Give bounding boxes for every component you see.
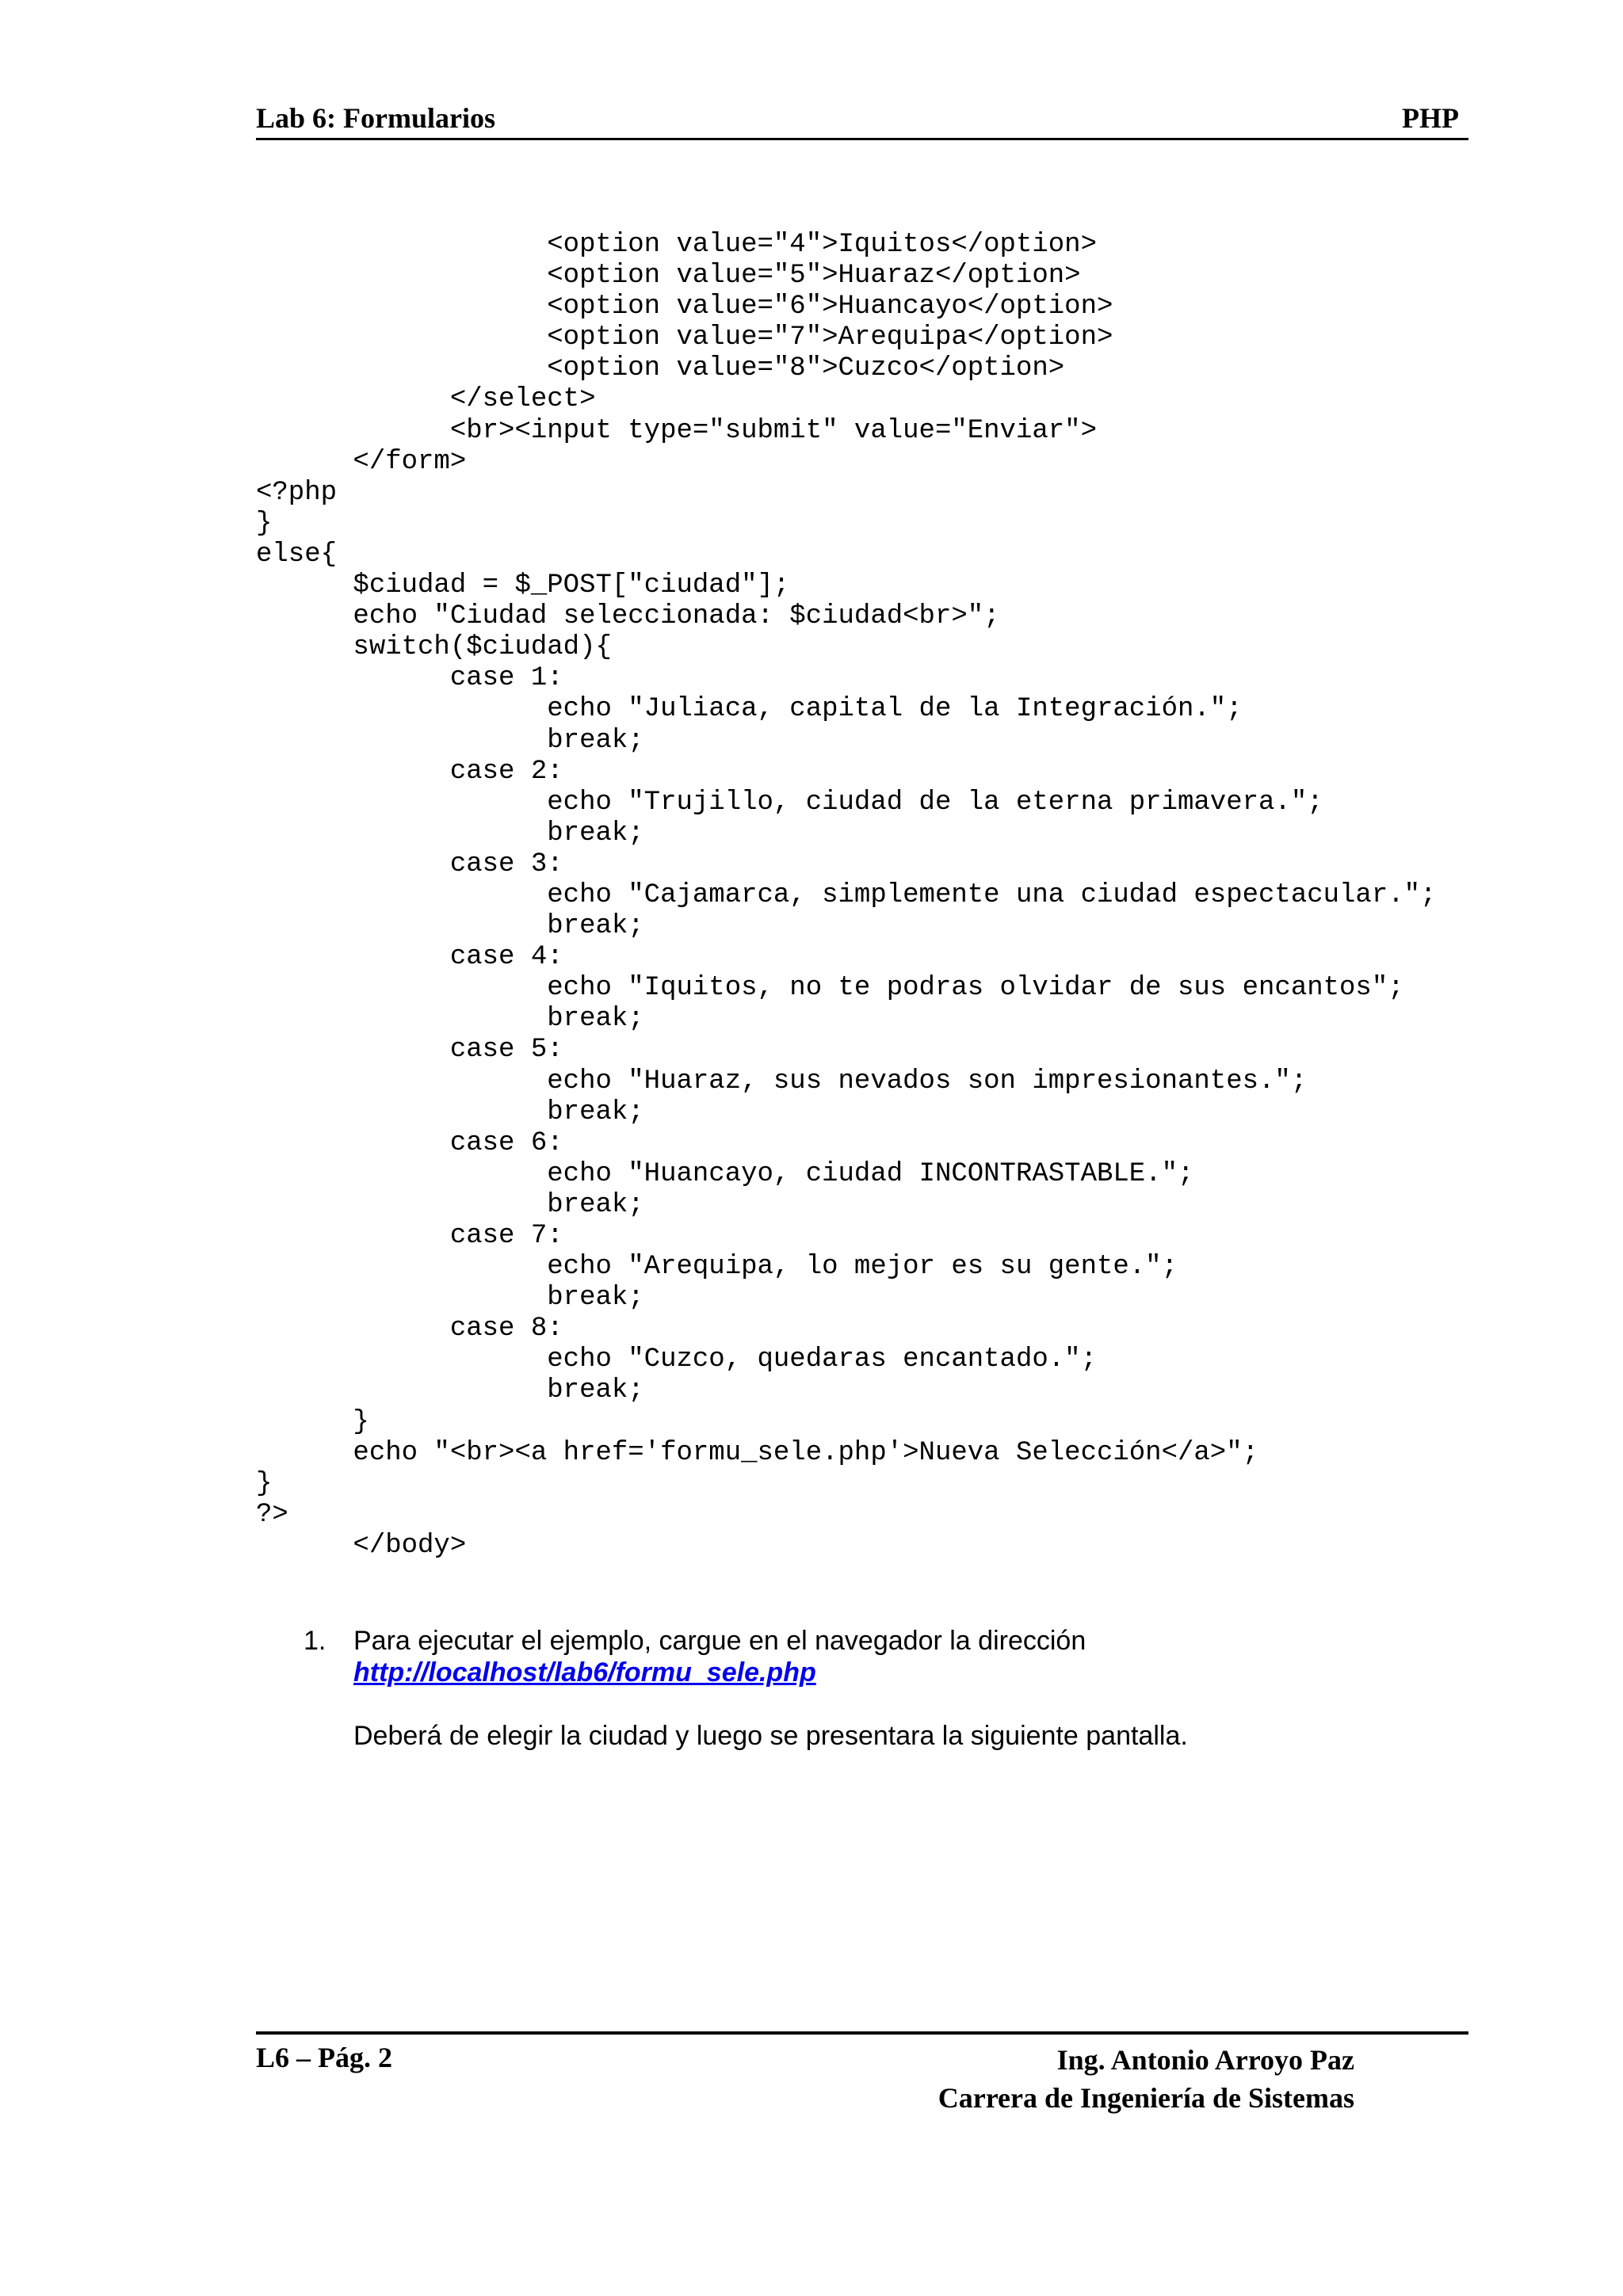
code-line: echo "Cuzco, quedaras encantado."; bbox=[256, 1344, 1097, 1375]
code-line: } bbox=[256, 508, 273, 539]
code-line: case 7: bbox=[256, 1221, 563, 1251]
code-line: echo "Arequipa, lo mejor es su gente."; bbox=[256, 1252, 1178, 1283]
instruction-text: Para ejecutar el ejemplo, cargue en el navegador la dirección bbox=[353, 1626, 1086, 1656]
code-line: break; bbox=[256, 1283, 644, 1314]
code-line: <br><input type="submit" value="Enviar"> bbox=[256, 415, 1097, 446]
code-line: break; bbox=[256, 818, 644, 849]
footer-career: Carrera de Ingeniería de Sistemas bbox=[938, 2082, 1354, 2114]
page-header bbox=[256, 97, 1468, 140]
code-line: case 4: bbox=[256, 942, 563, 973]
instruction-followup: Deberá de elegir la ciudad y luego se presentara la siguiente pantalla. bbox=[353, 1721, 1188, 1751]
code-line: break; bbox=[256, 1004, 644, 1035]
code-line: echo "<br><a href='formu_sele.php'>Nueva Selección</a>"; bbox=[256, 1437, 1259, 1468]
code-line: <option value="8">Cuzco</option> bbox=[256, 353, 1065, 384]
code-line: echo "Ciudad seleccionada: $ciudad<br>"; bbox=[256, 601, 1000, 632]
code-line: case 3: bbox=[256, 849, 563, 879]
code-line: echo "Huancayo, ciudad INCONTRASTABLE."; bbox=[256, 1158, 1194, 1189]
code-line: break; bbox=[256, 1375, 644, 1406]
code-line: case 5: bbox=[256, 1035, 563, 1066]
code-line: } bbox=[256, 1406, 369, 1437]
instruction-item bbox=[304, 1625, 1453, 1752]
code-line: </form> bbox=[256, 446, 467, 477]
footer-author: Ing. Antonio Arroyo Paz bbox=[1056, 2044, 1354, 2076]
code-line: ?> bbox=[256, 1499, 288, 1530]
code-line: echo "Cajamarca, simplemente una ciudad espectacular."; bbox=[256, 879, 1437, 910]
page-number: L6 – Pág. 2 bbox=[256, 2042, 393, 2073]
code-line: break; bbox=[256, 1189, 644, 1220]
code-line: break; bbox=[256, 725, 644, 756]
example-url-link[interactable]: http://localhost/lab6/formu_sele.php bbox=[353, 1657, 816, 1688]
instructions-list bbox=[304, 1625, 1453, 1752]
header-title: Lab 6: Formularios bbox=[256, 102, 495, 134]
code-line: </body> bbox=[256, 1530, 467, 1561]
code-line: <option value="6">Huancayo</option> bbox=[256, 292, 1113, 322]
code-line: } bbox=[256, 1468, 273, 1499]
header-subject: PHP bbox=[1402, 102, 1459, 134]
code-line: echo "Trujillo, ciudad de la eterna primavera."; bbox=[256, 787, 1323, 818]
code-line: switch($ciudad){ bbox=[256, 632, 612, 663]
code-line: <option value="4">Iquitos</option> bbox=[256, 230, 1097, 260]
code-line: case 1: bbox=[256, 663, 563, 694]
code-line: break; bbox=[256, 911, 644, 942]
code-line: case 8: bbox=[256, 1314, 563, 1344]
code-line: case 2: bbox=[256, 756, 563, 787]
code-line: else{ bbox=[256, 539, 338, 570]
page-footer bbox=[256, 2031, 1468, 2122]
code-line: echo "Juliaca, capital de la Integración."; bbox=[256, 694, 1243, 725]
instruction-number: 1. bbox=[304, 1626, 327, 1656]
code-listing bbox=[256, 230, 1492, 1562]
code-line: </select> bbox=[256, 384, 596, 415]
code-line: <option value="7">Arequipa</option> bbox=[256, 322, 1113, 353]
code-line: $ciudad = $_POST["ciudad"]; bbox=[256, 570, 790, 601]
code-line: break; bbox=[256, 1097, 644, 1127]
code-line: <option value="5">Huaraz</option> bbox=[256, 261, 1081, 292]
code-line: <?php bbox=[256, 477, 338, 508]
code-line: echo "Iquitos, no te podras olvidar de sus encantos"; bbox=[256, 973, 1404, 1004]
footer-credits bbox=[938, 2041, 1354, 2117]
code-line: case 6: bbox=[256, 1127, 563, 1158]
code-line: echo "Huaraz, sus nevados son impresionantes."; bbox=[256, 1066, 1308, 1097]
